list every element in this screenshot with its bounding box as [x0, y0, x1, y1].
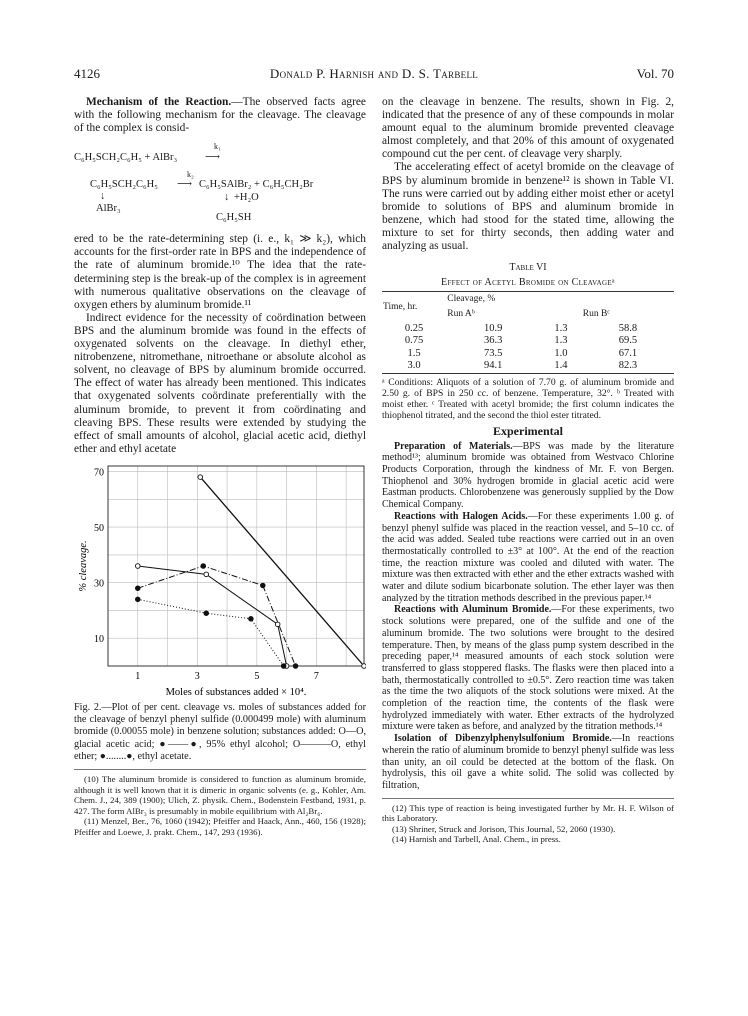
footnote-13: (13) Shriner, Struck and Jorison, This Journal, 52, 2060 (1930). [392, 823, 616, 834]
y-tick-label: 30 [94, 578, 104, 590]
data-point [198, 475, 203, 480]
eq-k2: k₂ [187, 170, 194, 180]
eq-line-1: C₆H₅SCH₂C₆H₅ + AlBr₃ [74, 152, 178, 164]
data-point [281, 664, 286, 669]
table-cell: 36.3 [483, 335, 503, 346]
halogen-paragraph [382, 511, 674, 605]
aluminum-paragraph [382, 604, 674, 733]
eq-line-3a: AlBr₃ [96, 203, 121, 215]
data-point [260, 583, 265, 588]
col-run-b: Run Bᶜ [582, 309, 610, 320]
halogen-heading: Reactions with Halogen Acids. [394, 510, 528, 522]
eq-bond: ↓ [100, 191, 106, 203]
results-paragraph: on the cleavage in benzene. The results, shown in Fig. 2, indicated that the presence of any of these compounds in molar amount equal to the aluminum bromide prevented cleavage almost completely, and that 20% of this amount of oxygenated compound cut the per cent. of cleavage very sharply. [382, 96, 674, 161]
halogen-text: —For these experiments 1.00 g. of benzyl phenyl sulfide was placed in the reaction vessel, and 5–10 cc. of the acid was added. Sealed tube reactions were carried out in an oven thermostatically controlled to ±3° at 100°. At the end of the reaction time, the reaction mixture was cooled and diluted with water. The mixture was then extracted with ether and the ether extracts washed with water and dilute sodium bicarbonate solution. The ether layer was then analyzed by the titration methods described in the previous paper.¹⁴ [382, 510, 675, 604]
table-cell: 1.5 [407, 347, 421, 359]
series-line [138, 566, 296, 666]
page-number: 4126 [74, 66, 100, 81]
eq-line-4: C₆H₅SH [216, 212, 252, 224]
cleavage-chart [74, 462, 366, 700]
isolation-text: —In reactions wherein the ratio of aluminum bromide to benzyl phenyl sulfide was less than unity, an oil could be detected at the bottom of the flask. On hydrolysis, this oil gave a white solid. The solid was collected by filtration, [382, 733, 674, 791]
x-tick-label: 1 [135, 670, 141, 682]
experimental-section [382, 441, 674, 792]
footnote-14: (14) Harnish and Tarbell, Anal. Chem., in press. [392, 834, 561, 845]
y-tick-label: 50 [94, 522, 104, 534]
table-cell: 0.75 [404, 335, 424, 346]
table-notes: ᵃ Conditions: Aliquots of a solution of 7.70 g. of aluminum bromide and 2.50 g. of BPS in 250 cc. of benzene. Temperature, 32°. ᵇ Treated with moist ether. ᶜ Treated with acetyl bromide; the first column indicates the thiophenol titrated, and the second the thiol ester titrated. [382, 376, 674, 421]
experimental-heading: Experimental [493, 423, 563, 438]
table-cell: 69.5 [618, 335, 638, 346]
aluminum-text: —For these experiments, two stock solutions were prepared, one of the sulfide and one of the aluminum bromide. The two solutions were brought to the desired temperature. Then, by means of the glass pump system described in the preceding paper,¹⁴ measured amounts of each stock solution were transferred to glass stoppered flasks. The flasks were then placed into a bath, thermostatically controlled to ±0.5°. Zero reaction time was taken as the time the two aliquots of the stock solutions were mixed. At the completion of the reaction time, the contents of the flask were hydrolyzed immediately with water. Ether extracts of the hydrolyzed mixture were taken as before, and analyzed by the titration methods.¹⁴ [382, 604, 674, 733]
data-point [249, 616, 254, 621]
aluminum-heading: Reactions with Aluminum Bromide. [394, 604, 552, 616]
x-axis-label: Moles of substances added × 10⁴. [165, 686, 307, 698]
series-line [200, 477, 364, 666]
data-point [135, 586, 140, 591]
volume-label: Vol. 70 [636, 66, 674, 81]
col-cleavage: Cleavage, % [447, 294, 496, 305]
right-column [382, 96, 674, 845]
data-point [135, 564, 140, 569]
prep-paragraph [382, 441, 674, 511]
plot-frame [108, 466, 364, 666]
footnote-10: (10) The aluminum bromide is considered to function as aluminum bromide, although it is well known that it is dimeric in organic solvents (e. g., Kohler, Am. Chem. J., 24, 389 (1900); Ulich, Z. physik. Chem., Bodenstein Festband, 1931, p. 427. The form AlBr₃ is presumably in mobile equilibrium with Al₂Br₆. [74, 774, 366, 816]
table-cell: 1.3 [554, 322, 568, 334]
data-point [201, 564, 206, 569]
table-row [382, 335, 674, 348]
y-tick-label: 70 [94, 467, 104, 479]
table-cell: 10.9 [483, 322, 503, 334]
table-cell: 94.1 [483, 360, 503, 371]
mechanism-paragraph [74, 96, 366, 135]
isolation-paragraph [382, 733, 674, 792]
table-cell: 1.0 [554, 347, 568, 359]
series-line [138, 599, 284, 666]
data-point [275, 622, 280, 627]
eq-line-2b: C₆H₅SAlBr₂ + C₆H₅CH₂Br [199, 179, 314, 191]
table-cell: 73.5 [483, 347, 503, 359]
figure-2 [74, 462, 366, 700]
eq-line-2: C₆H₅SCH₂C₆H₅ [90, 179, 158, 191]
table-cell: 58.8 [618, 322, 638, 334]
mechanism-text: —The observed facts agree with the following mechanism for the cleavage. The cleavage of the complex is consid- [74, 96, 366, 135]
col-run-a: Run Aᵇ [447, 309, 475, 320]
data-point [204, 611, 209, 616]
table-label: Table VI [509, 262, 547, 274]
eq-arrow-2: ⟶ [177, 179, 193, 191]
table-row [382, 348, 674, 361]
running-title: Donald P. Harnish and D. S. Tarbell [269, 66, 479, 81]
table-cell: 3.0 [407, 360, 421, 371]
prep-text: —BPS was made by the literature method¹³; aluminum bromide was obtained from Westvaco Chlorine Products Corporation, through the kindness of Mr. F. von Bergen. Thiophenol and 30% hydrogen bromide in glacial acetic acid were Eastman products. Chlorobenzene was generously supplied by the Dow Chemical Company. [382, 440, 674, 511]
left-footnotes [74, 769, 366, 837]
data-point [135, 597, 140, 602]
table-cell: 1.3 [554, 335, 568, 346]
mechanism-continued: ered to be the rate-determining step (i. e., k₁ ≫ k₂), which accounts for the first-order rate in BPS and the independence of the rate of aluminum bromide.¹⁰ The idea that the rate-determining step is the break-up of the complex is in agreement with numerous qualitative observations on the cleavage of oxygen ethers by aluminum bromide.¹¹ [74, 233, 366, 311]
data-point [362, 664, 366, 669]
mechanism-heading: Mechanism of the Reaction. [86, 96, 232, 108]
table-cell: 0.25 [404, 322, 424, 334]
y-axis-label: % cleavage. [78, 540, 89, 592]
data-point [204, 572, 209, 577]
mechanism-equation [74, 137, 366, 229]
table-cell: 82.3 [618, 360, 638, 371]
table-row [382, 323, 674, 336]
eq-arrow-3: ↓ [224, 192, 230, 204]
table-caption: Effect of Acetyl Bromide on Cleavageᵃ [441, 277, 615, 289]
right-footnotes [382, 798, 674, 845]
eq-k1: k₁ [214, 142, 221, 152]
y-tick-label: 10 [94, 634, 104, 646]
acetyl-bromide-paragraph: The accelerating effect of acetyl bromide on the cleavage of BPS by aluminum bromide in benzene¹² is shown in Table VI. The runs were carried out by adding either moist ether or acetyl bromide to solutions of BPS and aluminum bromide in benzene, which had stood for the stated time, allowing the mixture to set for thirty seconds, then adding water and analyzing as usual. [382, 161, 674, 253]
x-tick-label: 7 [313, 670, 319, 682]
running-header [74, 66, 674, 82]
eq-arrow-1: ⟶ [205, 152, 221, 164]
figure-caption: Fig. 2.—Plot of per cent. cleavage vs. moles of substances added for the cleavage of benzyl phenyl sulfide (0.000499 mole) with aluminum bromide (0.00055 mole) in benzene solution; substances added: O—O, glacial acetic acid; ●——●, 95% ethyl alcohol; O———O, ethyl ether; ●........●, ethyl acetate. [74, 701, 366, 763]
prep-heading: Preparation of Materials. [394, 440, 513, 452]
table-cell: 1.4 [554, 360, 568, 371]
footnote-11: (11) Menzel, Ber., 76, 1060 (1942); Pfeiffer and Haack, Ann., 460, 156 (1928); Pfeiffer and Loewe, J. prakt. Chem., 147, 293 (1936). [74, 816, 366, 837]
footnote-12: (12) This type of reaction is being investigated further by Mr. H. F. Wilson of this Laboratory. [382, 802, 674, 824]
table-cell: 67.1 [618, 347, 638, 359]
eq-line-3b: +H₂O [234, 192, 259, 204]
table-row [382, 360, 674, 373]
col-time: Time, hr. [383, 301, 418, 312]
x-tick-label: 3 [194, 670, 200, 682]
isolation-heading: Isolation of Dibenzylphenylsulfonium Bromide. [394, 733, 612, 745]
x-tick-label: 5 [254, 670, 260, 682]
indirect-evidence-paragraph: Indirect evidence for the necessity of coördination between BPS and the aluminum bromide was found in the effects of oxygenated solvents on the cleavage. In diethyl ether, nitrobenzene, nitromethane, nitroethane or absolute alcohol as solvent, no cleavage of BPS by aluminum bromide occurred. The effect of water has already been mentioned. This indicates that oxygenated solvents coördinate preferentially with the aluminum bromide, to prevent it from coördinating and cleaving BPS. These results were extended by studying the effect of small amounts of alcohol, glacial acetic acid, diethyl ether and ethyl acetate [74, 311, 366, 455]
data-point [293, 664, 298, 669]
left-column [74, 96, 366, 837]
table-vi [382, 291, 674, 373]
